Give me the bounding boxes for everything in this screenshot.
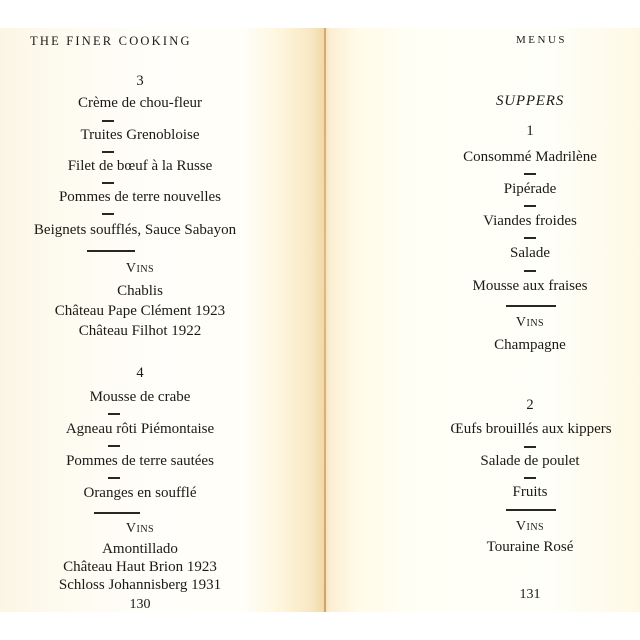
course-separator — [108, 445, 120, 447]
course: Oranges en soufflé — [83, 485, 197, 501]
running-head: THE FINER COOKING — [30, 34, 192, 48]
course-separator — [102, 182, 114, 184]
wines-label: Vins — [515, 519, 545, 534]
course-separator — [108, 477, 120, 479]
wine-rule — [506, 305, 556, 307]
course: Truites Grenobloise — [80, 127, 200, 143]
course-separator — [524, 205, 536, 207]
course-separator — [102, 120, 114, 122]
menu-number: 4 — [136, 365, 144, 381]
course-separator — [524, 173, 536, 175]
wines-label: Vins — [125, 261, 155, 276]
course: Mousse de crabe — [89, 389, 191, 405]
course: Beignets soufflés, Sauce Sabayon — [33, 222, 237, 238]
wine: Château Filhot 1922 — [78, 323, 202, 339]
course: Viandes froides — [483, 213, 577, 229]
course-separator — [524, 477, 536, 479]
wine: Schloss Johannisberg 1931 — [58, 577, 222, 593]
course: Crème de chou-fleur — [77, 95, 203, 111]
course-separator — [108, 413, 120, 415]
course-separator — [102, 151, 114, 153]
right-page — [420, 28, 640, 612]
course: Pommes de terre nouvelles — [58, 189, 222, 205]
course: Œufs brouillés aux kippers — [450, 421, 612, 437]
running-head: MENUS — [516, 34, 568, 46]
course: Consommé Madrilène — [463, 149, 597, 165]
course: Mousse aux fraises — [472, 278, 588, 294]
course-separator — [524, 270, 536, 272]
course-separator — [524, 446, 536, 448]
menu-number: 1 — [526, 123, 534, 139]
wine-rule — [94, 512, 140, 514]
menu-number: 2 — [526, 397, 534, 413]
menu-number: 3 — [136, 73, 144, 89]
course-separator — [524, 237, 536, 239]
course: Filet de bœuf à la Russe — [67, 158, 213, 174]
book-spine — [324, 28, 326, 612]
left-page — [0, 28, 280, 612]
course: Pommes de terre sautées — [66, 453, 214, 469]
wines-label: Vins — [515, 315, 545, 330]
wine-rule — [506, 509, 556, 511]
wine: Amontillado — [102, 541, 178, 557]
wine: Touraine Rosé — [486, 539, 574, 555]
course-separator — [102, 213, 114, 215]
wine-rule — [87, 250, 135, 252]
wine: Château Pape Clément 1923 — [54, 303, 226, 319]
wines-label: Vins — [125, 521, 155, 536]
page-number: 131 — [519, 587, 541, 602]
course: Fruits — [512, 484, 548, 500]
course: Pipérade — [503, 181, 557, 197]
page-number: 130 — [129, 597, 151, 612]
course: Salade de poulet — [480, 453, 580, 469]
wine: Château Haut Brion 1923 — [63, 559, 217, 575]
wine: Champagne — [494, 337, 566, 353]
section-title: SUPPERS — [495, 93, 565, 109]
course: Agneau rôti Piémontaise — [65, 421, 215, 437]
course: Salade — [510, 245, 550, 261]
wine: Chablis — [117, 283, 163, 299]
